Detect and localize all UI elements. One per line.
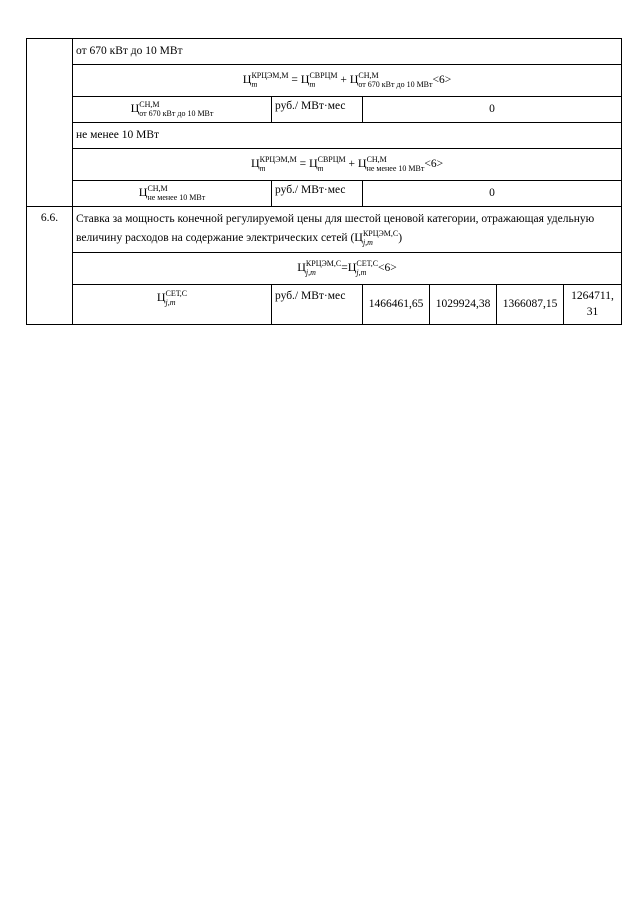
unit-cell: руб./ МВт·мес: [272, 97, 363, 123]
formula-superscript: СВРЦМ: [309, 71, 338, 80]
formula-symbol: Ц: [130, 101, 140, 116]
formula-superscript: СВРЦМ: [317, 155, 346, 164]
formula-superscript: КРЦЭМ,М: [251, 71, 289, 80]
value-line: 31: [586, 305, 599, 318]
unit-cell: руб./ МВт·мес: [272, 181, 363, 207]
value-cell: 1366087,15: [497, 285, 564, 325]
formula-subscript: m: [309, 80, 316, 89]
table-row: [27, 253, 622, 285]
formula-symbol: Ц: [357, 156, 367, 171]
formula-operator: +: [345, 158, 358, 171]
symbol-cell: [73, 97, 272, 123]
formula-symbol: Ц: [308, 156, 318, 171]
formula-subscript: m: [259, 164, 266, 173]
formula-superscript: СЕТ,С: [356, 259, 379, 268]
formula-superscript: КРЦЭМ,С: [305, 259, 342, 268]
formula-symbol: Ц: [297, 260, 306, 275]
formula-symbol: Ц: [250, 156, 260, 171]
formula-symbol: Ц: [354, 230, 363, 245]
tariff-table: [26, 38, 622, 325]
formula-subscript: от 670 кВт до 10 МВт: [358, 80, 433, 89]
unit-cell: руб./ МВт·мес: [272, 285, 363, 325]
formula-symbol: Ц: [347, 260, 357, 275]
formula-superscript: СН,М: [358, 71, 379, 80]
table-row: [27, 97, 622, 123]
formula-subscript: j,m: [305, 268, 316, 277]
subcategory-label: не менее 10 МВт: [73, 123, 622, 149]
formula-superscript: КРЦЭМ,М: [259, 155, 297, 164]
description-close: ): [398, 232, 403, 245]
formula-cell: [73, 253, 622, 285]
table-row: [27, 285, 622, 325]
value-cell: 0: [363, 181, 622, 207]
footnote-ref: <6>: [424, 158, 444, 171]
formula-symbol: Ц: [349, 72, 359, 87]
value-cell: [564, 285, 622, 325]
formula-superscript: КРЦЭМ,С: [362, 229, 399, 239]
formula-symbol: Ц: [138, 185, 148, 200]
formula-subscript: m: [251, 80, 258, 89]
formula-symbol: Ц: [300, 72, 310, 87]
table-row: [27, 149, 622, 181]
formula-superscript: СН,М: [147, 184, 168, 193]
formula-cell: [73, 65, 622, 97]
value-line: 1264711,: [571, 289, 614, 302]
item-description: [73, 207, 622, 253]
formula-subscript: не менее 10 МВт: [147, 193, 206, 202]
footnote-ref: <6>: [432, 74, 452, 87]
value-cell: 1466461,65: [363, 285, 430, 325]
formula-cell: [73, 149, 622, 181]
table-row: [27, 181, 622, 207]
value-cell: 1029924,38: [430, 285, 497, 325]
subcategory-label: от 670 кВт до 10 МВт: [73, 39, 622, 65]
table-row: [27, 207, 622, 253]
description-text: Ставка за мощность конечной регулируемой цены для шестой ценовой категории, отражающая удельную величину расходов на содержание электрических сетей (: [76, 213, 595, 245]
formula-operator: =: [341, 262, 348, 275]
formula-operator: +: [337, 74, 350, 87]
table-row: [27, 65, 622, 97]
footnote-ref: <6>: [378, 262, 397, 275]
formula-symbol: Ц: [156, 290, 166, 305]
formula-subscript: j,m: [356, 268, 367, 277]
formula-subscript: j,m: [362, 238, 373, 248]
formula-superscript: СН,М: [366, 155, 387, 164]
item-number: 6.6.: [27, 207, 73, 325]
table-row: [27, 39, 622, 65]
symbol-cell: [73, 285, 272, 325]
formula-subscript: m: [317, 164, 324, 173]
formula-superscript: СЕТ,С: [165, 289, 188, 298]
symbol-cell: [73, 181, 272, 207]
formula-operator: =: [288, 74, 301, 87]
number-cell-empty: [27, 39, 73, 207]
value-cell: 0: [363, 97, 622, 123]
formula-operator: =: [296, 158, 309, 171]
formula-superscript: СН,М: [139, 100, 160, 109]
table-row: [27, 123, 622, 149]
formula-subscript: j,m: [165, 298, 176, 307]
formula-subscript: не менее 10 МВт: [366, 164, 425, 173]
formula-subscript: от 670 кВт до 10 МВт: [139, 109, 214, 118]
formula-symbol: Ц: [242, 72, 252, 87]
